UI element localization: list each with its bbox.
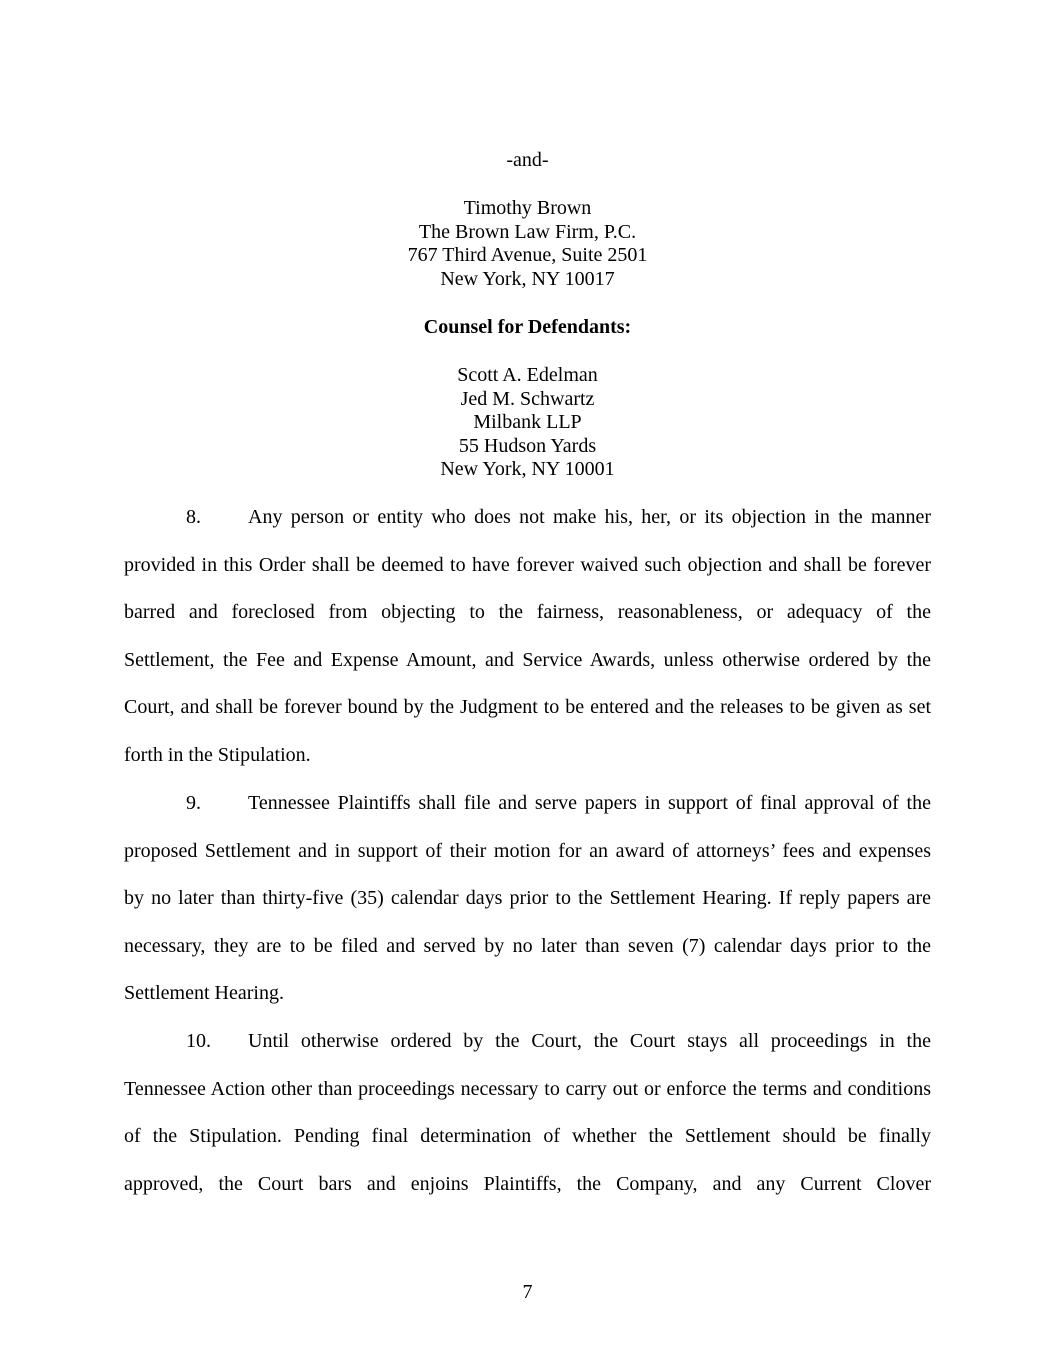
defense-counsel-heading: Counsel for Defendants: (423, 316, 632, 338)
counsel-name: Timothy Brown (463, 197, 592, 219)
paragraph-line: of the Stipulation. Pending final determination of whether the Settlement should be finally (124, 1125, 931, 1148)
firm-name: The Brown Law Firm, P.C. (418, 220, 637, 243)
paragraph-line: provided in this Order shall be deemed to have forever waived such objection and shall be forever (124, 553, 931, 576)
paragraph-8 (124, 494, 931, 780)
paragraph-line: 10. Until otherwise ordered by the Court, the Court stays all proceedings in the (124, 1018, 931, 1066)
paragraph-line: approved, the Court bars and enjoins Plaintiffs, the Company, and any Current Clover (124, 1172, 931, 1195)
paragraph-number: 8. (186, 506, 201, 528)
paragraph-line: Tennessee Action other than proceedings necessary to carry out or enforce the terms and conditions (124, 1077, 931, 1100)
firm-city: New York, NY 10017 (440, 267, 615, 290)
counsel-name: Jed M. Schwartz (460, 387, 595, 410)
paragraph-10 (124, 1018, 931, 1208)
paragraph-line: Settlement Hearing. (124, 982, 284, 1005)
firm-address: 55 Hudson Yards (458, 434, 597, 457)
page-number: 7 (522, 1281, 533, 1303)
paragraph-line: forth in the Stipulation. (124, 743, 311, 766)
paragraph-number: 9. (186, 792, 201, 814)
paragraph-line: necessary, they are to be filed and served by no later than seven (7) calendar days prior to the (124, 934, 931, 957)
paragraph-line: Settlement, the Fee and Expense Amount, and Service Awards, unless otherwise ordered by the (124, 648, 931, 671)
paragraph-line: 8. Any person or entity who does not make his, her, or its objection in the manner (124, 494, 931, 542)
firm-city: New York, NY 10001 (440, 458, 615, 480)
paragraph-line: proposed Settlement and in support of their motion for an award of attorneys’ fees and expenses (124, 839, 931, 862)
counsel-name: Scott A. Edelman (457, 364, 598, 386)
firm-name: Milbank LLP (473, 411, 582, 433)
paragraph-line: barred and foreclosed from objecting to the fairness, reasonableness, or adequacy of the (124, 601, 931, 624)
paragraph-number: 10. (186, 1030, 211, 1052)
paragraph-line: by no later than thirty-five (35) calendar days prior to the Settlement Hearing. If reply papers are (124, 887, 931, 910)
paragraph-line: 9. Tennessee Plaintiffs shall file and serve papers in support of final approval of the (124, 780, 931, 828)
paragraph-line: Court, and shall be forever bound by the Judgment to be entered and the releases to be given as set (124, 696, 931, 719)
paragraph-9 (124, 780, 931, 1018)
firm-address: 767 Third Avenue, Suite 2501 (407, 244, 648, 266)
and-separator: -and- (506, 149, 549, 171)
